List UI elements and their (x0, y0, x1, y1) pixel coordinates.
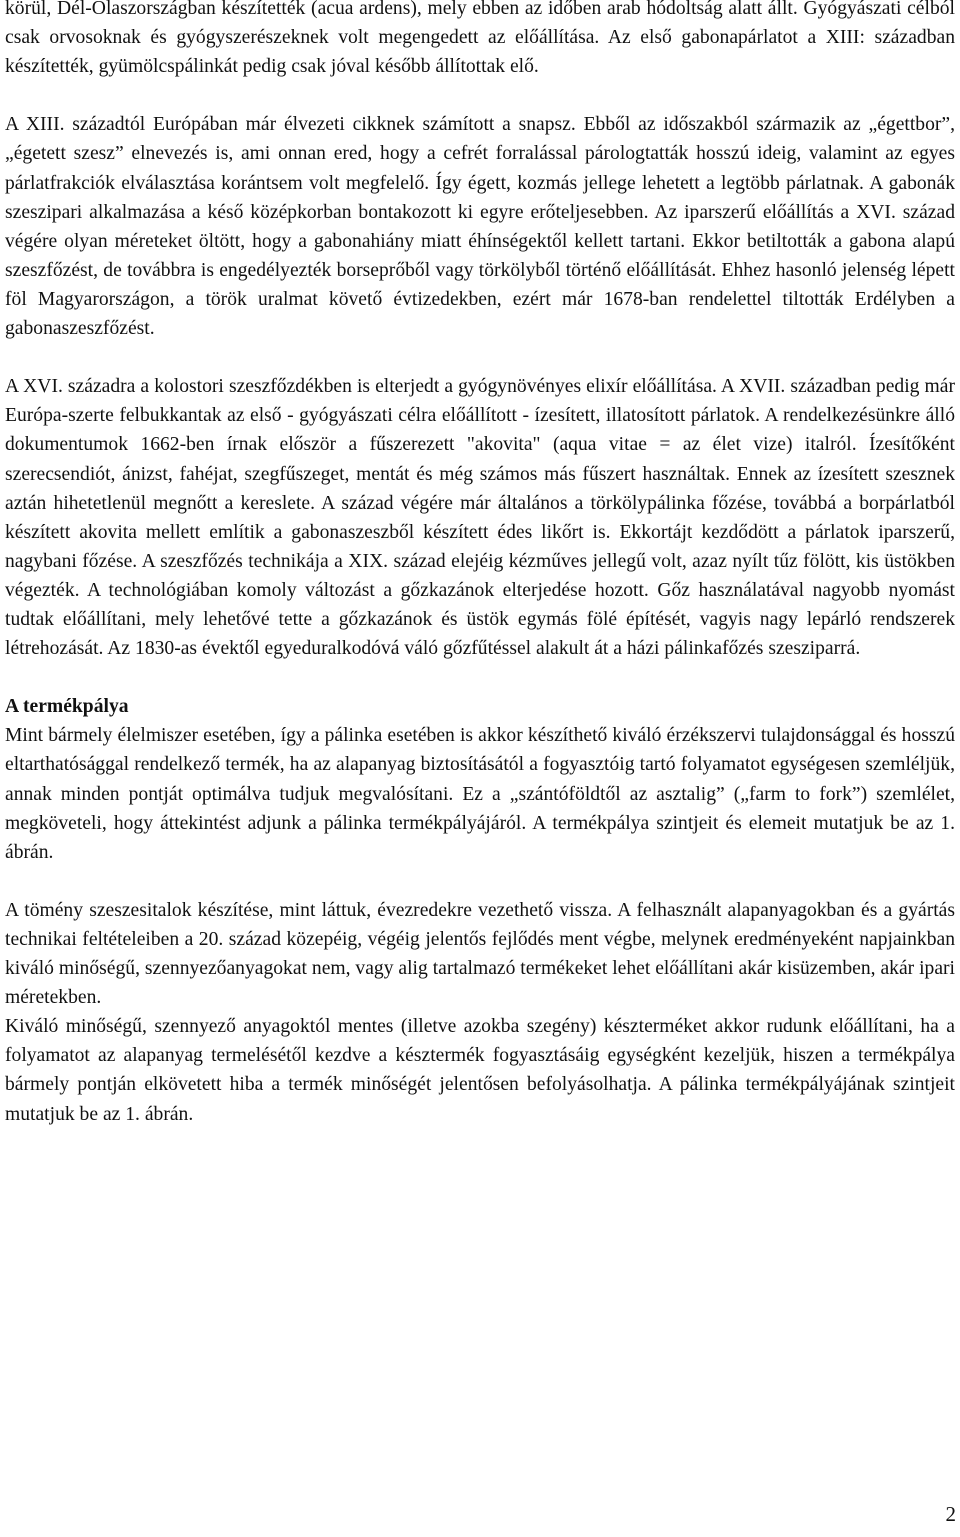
paragraph-xiii-century: A XIII. századtól Európában már élvezeti cikknek számított a snapsz. Ebből az időszakból származik az „égettbor”, „égetett szesz” elnevezés is, ami onnan ered, hogy a cefrét forralással párologtatták hosszú ideig, valamint az egyes párlatfrakciók elválasztása korántsem volt megfelelő. Így égett, kozmás jellege lehetett a legtöbb párlatnak. A gabonák szeszipari alkalmazása a késő középkorban bontakozott ki egyre erőteljesebben. Az iparszerű előállítás a XVI. század végére olyan méreteket öltött, hogy a gabonahiány miatt éhínségektől kellett tartani. Ekkor betiltották a gabona alapú szeszfőzést, de továbbra is engedélyezték borseprőből vagy törkölyből történő előállítását. Ehhez hasonló jelenség lépett föl Magyarországon, a török uralmat követő évtizedekben, ezért már 1678-ban rendelettel tiltották Erdélyben a gabonaszeszfőzést. (5, 114, 955, 340)
paragraph-xvi-century: A XVI. századra a kolostori szeszfőzdékben is elterjedt a gyógynövényes elixír előállítása. A XVII. században pedig már Európa-szerte felbukkantak az első - gyógyászati célra előállított - ízesített, illatosított párlatok. A rendelkezésünkre álló dokumentumok 1662-ben írnak először a fűszerezett "akovita" (aqua vitae = az élet vize) italról. Ízesítőként szerecsendiót, ánizst, fahéjat, szegfűszeget, mentát és még számos más fűszert használtak. Ennek az ízesített szesznek aztán hihetetlenül megnőtt a kereslete. A század végére már általános a törkölypálinka főzése, továbbá a borpárlatból készített akovita mellett említik a gabonaszeszből készített édes likőrt is. Ekkortájt kezdődött a párlatok iparszerű, nagybani főzése. A szeszfőzés technikája a XIX. század elejéig kézműves jellegű volt, azaz nyílt tűz fölött, kis üstökben végezték. A technológiában komoly változást a gőzkazánok elterjedése hozott. Gőz használatával nagyobb nyomást tudtak előállítani, mely lehetővé tette a gőzkazánok és üstök egymás fölé építését, vagyis nagy lepárló rendszerek létrehozását. Az 1830-as évektől egyeduralkodóvá váló gőzfűtéssel alakult át a házi pálinkafőzés szesziparrá. (5, 376, 955, 660)
paragraph-product-chain: Mint bármely élelmiszer esetében, így a pálinka esetében is akkor készíthető kiváló érzékszervi tulajdonsággal és hosszú eltarthatósággal rendelkező termék, ha az alapanyag biztosításától a fogyasztóig tartó folyamatot egységesen szemléljük, annak minden pontját optimálva tudjuk megvalósítani. Ez a „szántóföldtől az asztalig” („farm to fork”) szemlélet, megköveteli, hogy áttekintést adjunk a pálinka termékpályájáról. A termékpálya szintjeit és elemeit mutatjuk be az 1. ábrán. (5, 725, 955, 863)
paragraph-history-intro: körül, Dél-Olaszországban készítették (acua ardens), mely ebben az időben arab hódoltság alatt állt. Gyógyászati célból csak orvosoknak és gyógyszerészeknek volt megengedett az előállítása. Az első gabonapárlatot a XIII: században készítették, gyümölcspálinkát pedig csak jóval később állítottak elő. (5, 0, 955, 78)
section-heading: A termékpálya (5, 696, 129, 718)
paragraph-quality: Kiváló minőségű, szennyező anyagoktól mentes (illetve azokba szegény) készterméket akkor rudunk előállítani, ha a folyamatot az alapanyag termelésétől kezdve a késztermék fogyasztásáig egységként kezeljük, hiszen a termékpálya bármely pontján elkövetett hiba a termék minőségét jelentősen befolyásolhatja. A pálinka termékpályájának szintjeit mutatjuk be az 1. ábrán. (5, 1016, 955, 1125)
document-page (5, 0, 955, 1129)
paragraph-spirits-history: A tömény szeszesitalok készítése, mint láttuk, évezredekre vezethető vissza. A felhasznált alapanyagokban és a gyártás technikai feltételeiben a 20. század közepéig, végéig jelentős fejlődés ment végbe, melynek eredményeként napjainkban kiváló minőségű, szennyezőanyagokat nem, vagy alig tartalmazó termékeket lehet előállítani akár kisüzemben, akár ipari méretekben. (5, 899, 955, 1009)
page-number: 2 (945, 1502, 956, 1526)
